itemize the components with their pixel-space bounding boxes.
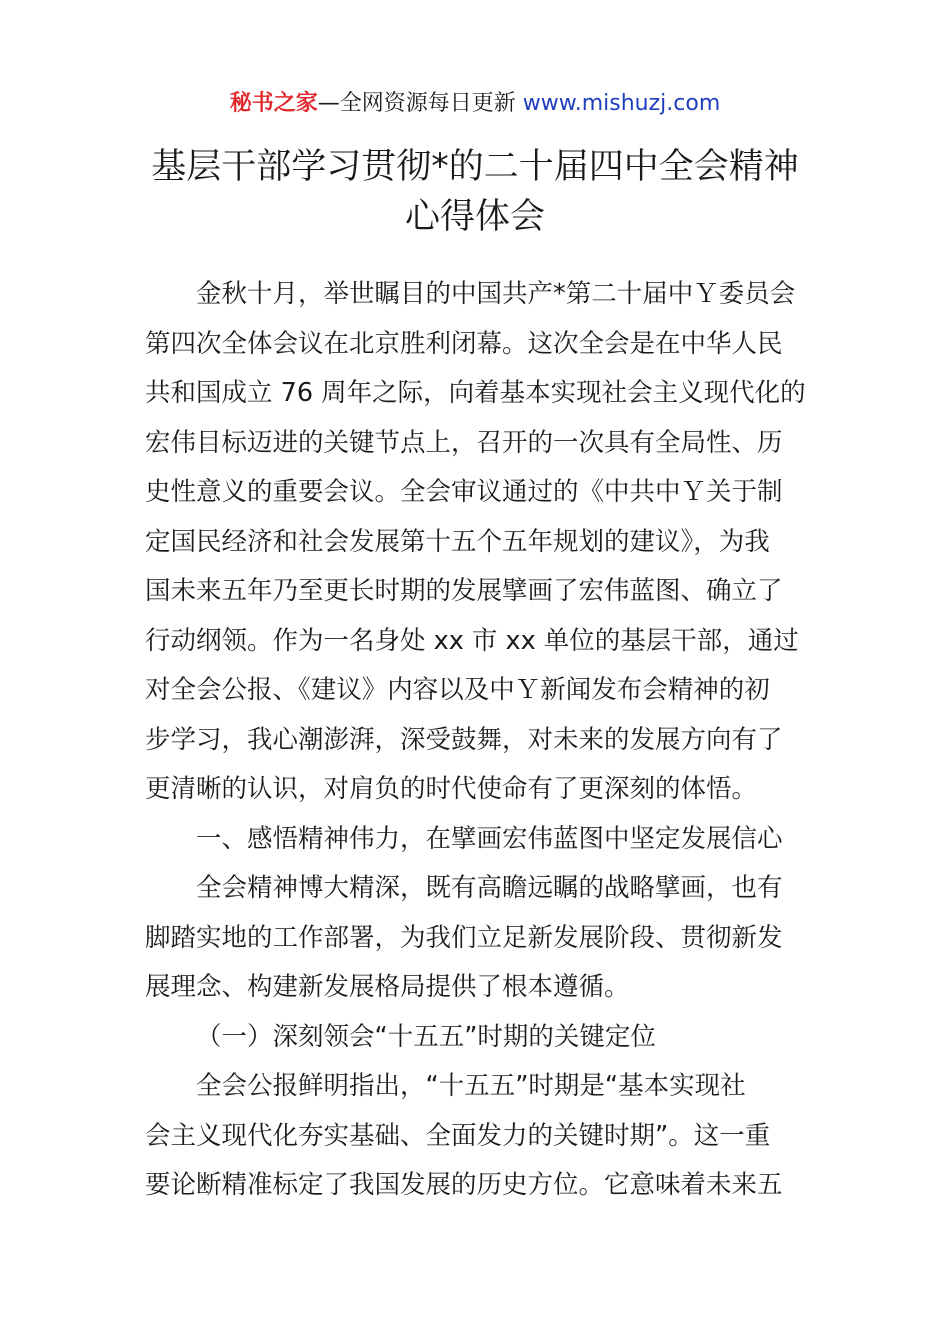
body-line: 全会精神博大精深，既有高瞻远瞩的战略擘画，也有	[196, 873, 783, 903]
document-title	[120, 142, 830, 242]
document-body	[145, 270, 807, 1211]
body-line: 共和国成立 76 周年之际，向着基本实现社会主义现代化的	[145, 378, 806, 408]
subsection-heading: （一）深刻领会“十五五”时期的关键定位	[196, 1021, 656, 1052]
body-line: 更清晰的认识，对肩负的时代使命有了更深刻的体悟。	[145, 774, 758, 804]
body-line: 金秋十月，举世瞩目的中国共产*第二十届中Ｙ委员会	[196, 279, 796, 309]
body-line: 定国民经济和社会发展第十五个五年规划的建议》，为我	[145, 526, 770, 557]
title-line-1: 基层干部学习贯彻*的二十届四中全会精神	[151, 147, 799, 187]
body-line: 宏伟目标迈进的关键节点上，召开的一次具有全局性、历	[145, 427, 783, 458]
body-line: 国未来五年乃至更长时期的发展擘画了宏伟蓝图、确立了	[145, 576, 783, 606]
body-line: 脚踏实地的工作部署，为我们立足新发展阶段、贯彻新发	[145, 922, 783, 953]
body-line: 要论断精准标定了我国发展的历史方位。它意味着未来五	[145, 1170, 783, 1200]
brand-name: 秘书之家	[229, 91, 318, 116]
body-line: 展理念、构建新发展格局提供了根本遵循。	[145, 972, 630, 1002]
body-line: 第四次全体会议在北京胜利闭幕。这次全会是在中华人民	[145, 328, 783, 359]
body-line: 步学习，我心潮澎湃，深受鼓舞，对未来的发展方向有了	[145, 724, 783, 755]
site-url-link[interactable]: www.mishuzj.com	[522, 91, 721, 116]
body-line: 会主义现代化夯实基础、全面发力的关键时期”。这一重	[145, 1120, 771, 1151]
title-line-2: 心得体会	[404, 197, 545, 237]
section-heading: 一、感悟精神伟力，在擘画宏伟蓝图中坚定发展信心	[196, 823, 783, 854]
site-banner	[0, 88, 950, 120]
banner-tagline: —全网资源每日更新	[317, 91, 516, 116]
body-line: 全会公报鲜明指出，“十五五”时期是“基本实现社	[196, 1071, 746, 1101]
body-line: 史性意义的重要会议。全会审议通过的《中共中Ｙ关于制	[145, 477, 783, 507]
body-line: 对全会公报、《建议》内容以及中Ｙ新闻发布会精神的初	[145, 675, 770, 705]
body-line: 行动纲领。作为一名身处 xx 市 xx 单位的基层干部，通过	[145, 625, 799, 656]
